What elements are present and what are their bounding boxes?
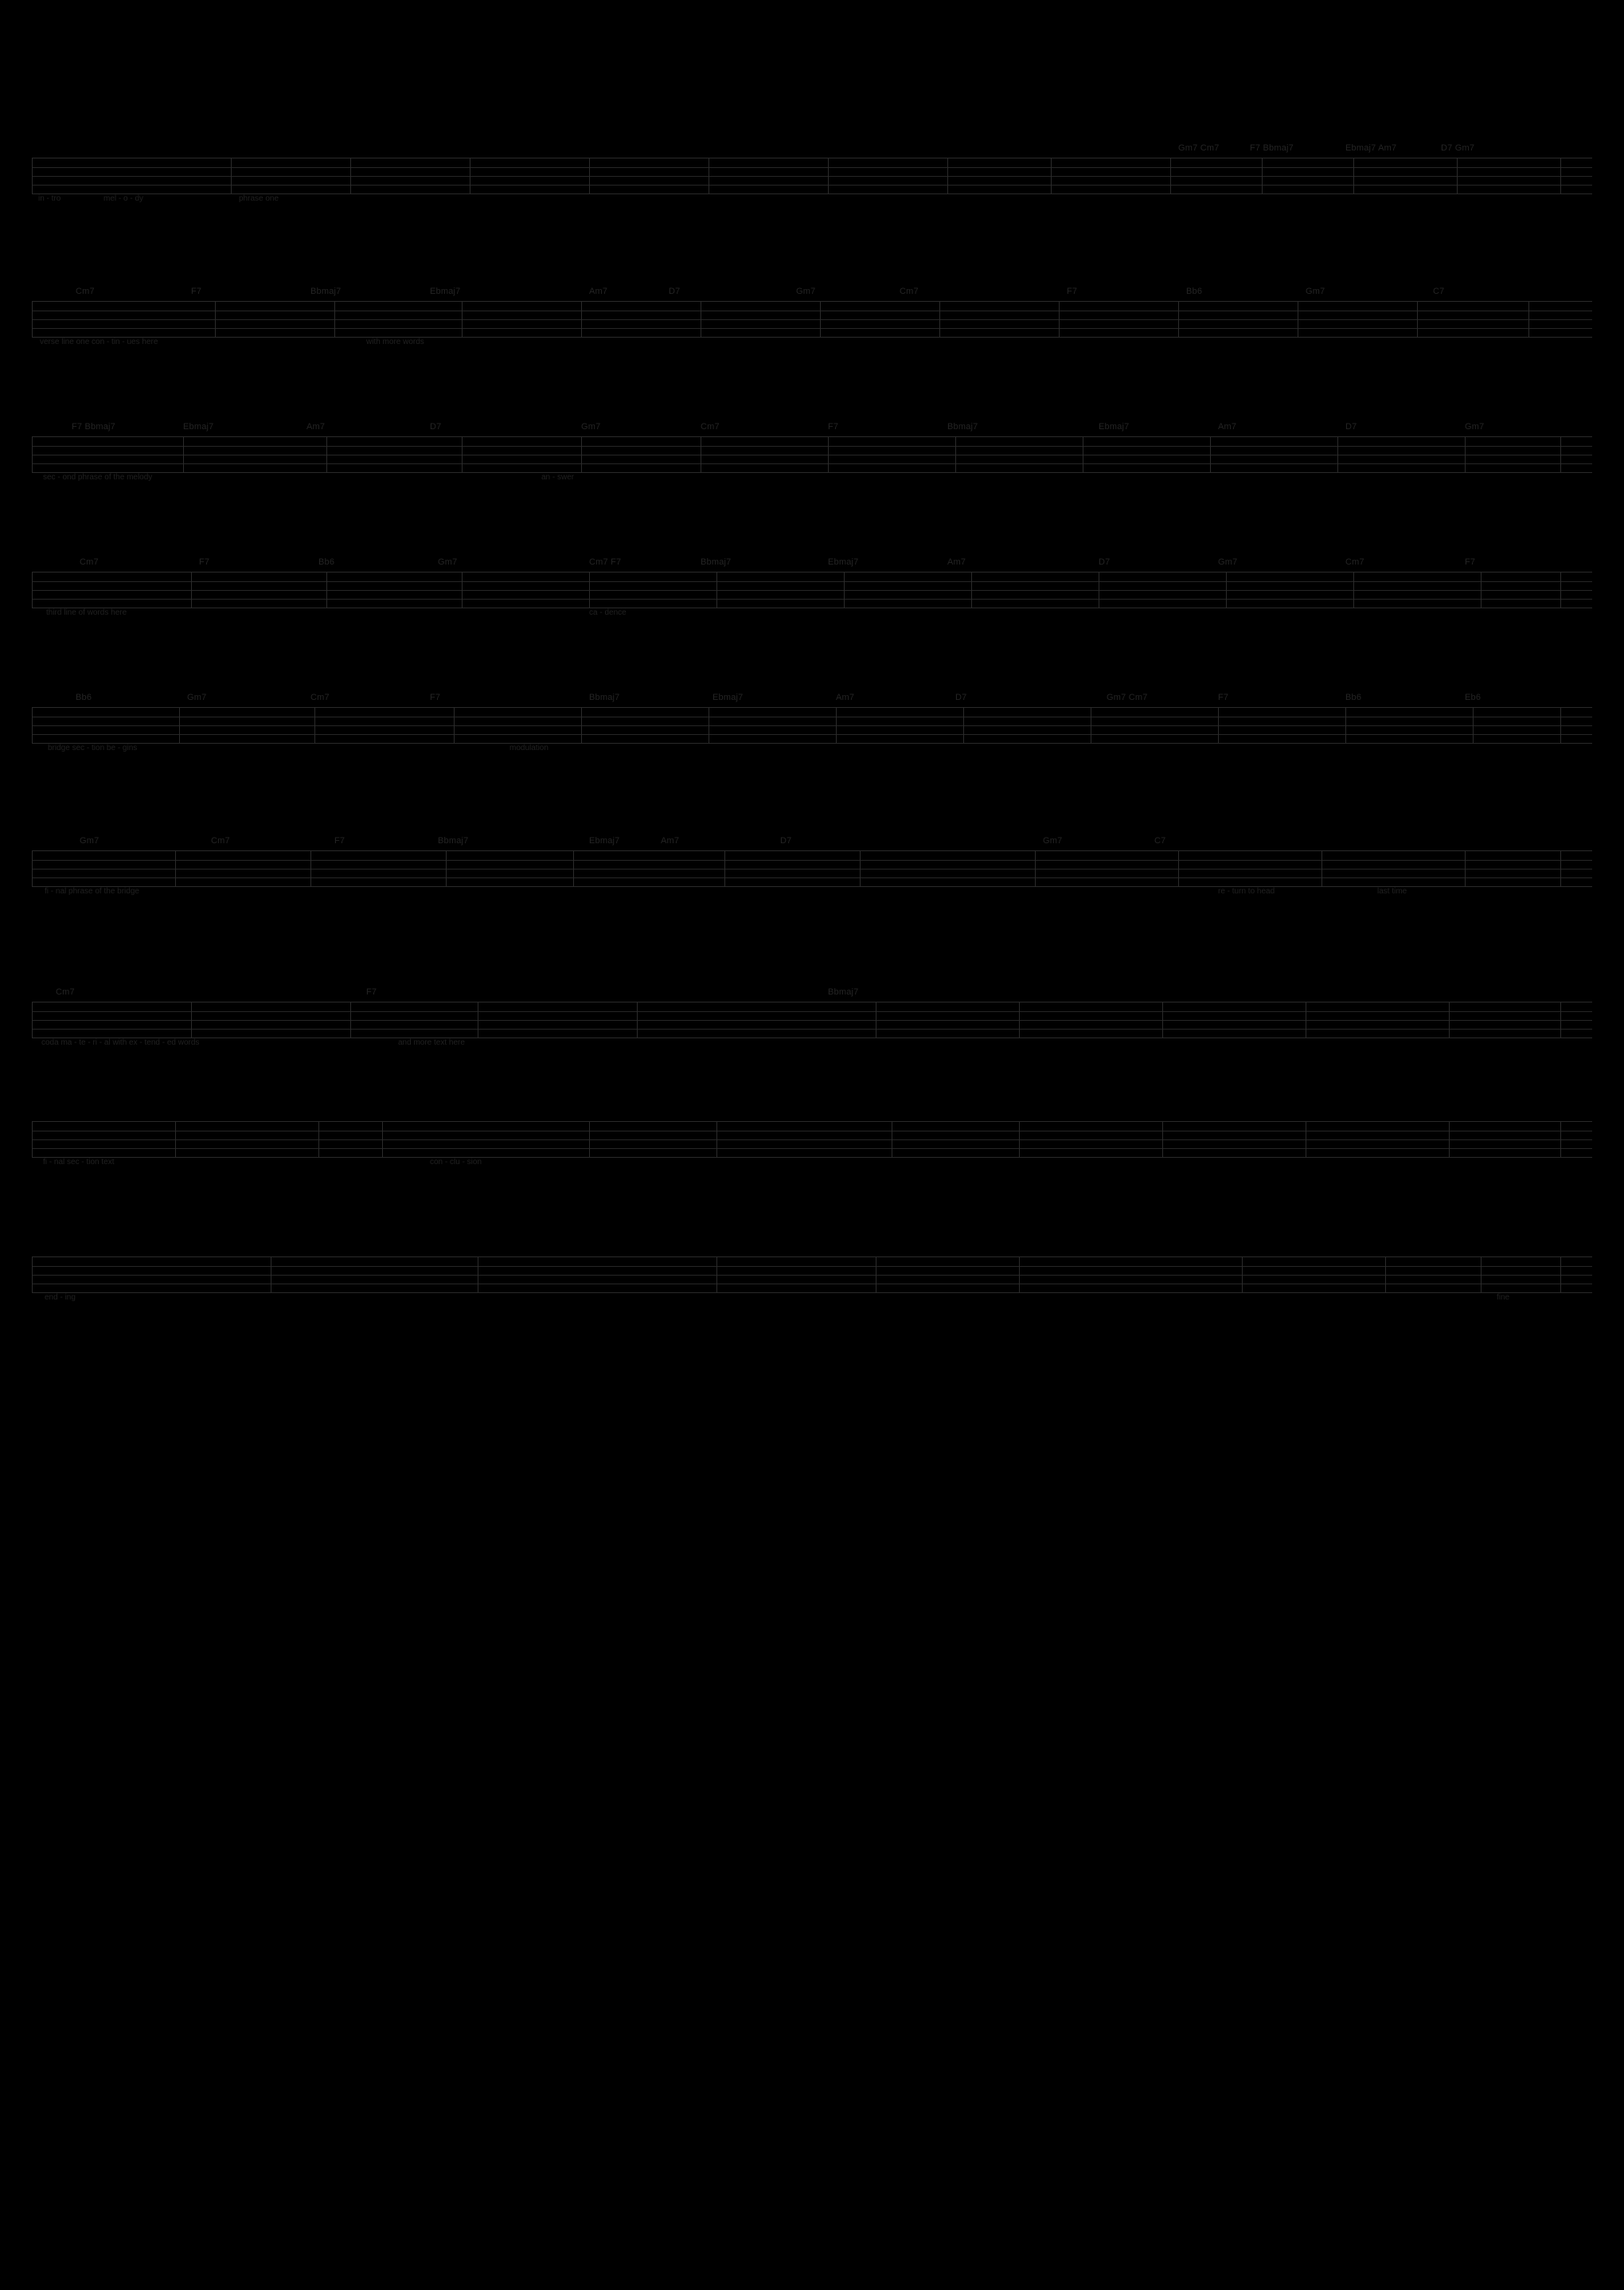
lyric-text: third line of words here bbox=[46, 608, 127, 617]
barline bbox=[1560, 851, 1561, 886]
barline bbox=[1560, 1002, 1561, 1038]
music-system bbox=[32, 1242, 1592, 1306]
barline bbox=[454, 708, 455, 743]
barline bbox=[326, 437, 327, 472]
barline bbox=[1019, 1002, 1020, 1038]
chord-symbol: Ebmaj7 bbox=[183, 422, 214, 432]
chord-symbol: Bbmaj7 bbox=[589, 693, 620, 702]
chord-symbol: Gm7 bbox=[80, 836, 100, 846]
chord-symbol: F7 bbox=[199, 557, 210, 567]
barline bbox=[1560, 1122, 1561, 1157]
chord-symbol: D7 Gm7 bbox=[1441, 143, 1475, 153]
staff bbox=[32, 1002, 1592, 1038]
chord-symbol: Bbmaj7 bbox=[828, 987, 859, 997]
staff-line bbox=[32, 599, 1592, 600]
barline bbox=[462, 437, 463, 472]
lyric-row bbox=[32, 1293, 1592, 1306]
lyric-text: in - tro bbox=[38, 194, 61, 203]
staff bbox=[32, 707, 1592, 744]
barline bbox=[1560, 572, 1561, 608]
barline bbox=[1481, 572, 1482, 608]
barline bbox=[947, 158, 948, 193]
chord-symbol: Bbmaj7 bbox=[438, 836, 469, 846]
chord-symbol: Gm7 Cm7 bbox=[1178, 143, 1220, 153]
barline bbox=[32, 1122, 33, 1157]
barline bbox=[1162, 1122, 1163, 1157]
chord-symbol: Cm7 bbox=[211, 836, 230, 846]
barline bbox=[32, 1002, 33, 1038]
barline bbox=[32, 572, 33, 608]
barline bbox=[1059, 302, 1060, 337]
barline bbox=[1019, 1122, 1020, 1157]
barline bbox=[939, 302, 940, 337]
staff-line bbox=[32, 176, 1592, 177]
lyric-text: fine bbox=[1497, 1293, 1510, 1302]
chord-symbol: C7 bbox=[1433, 287, 1445, 296]
barline bbox=[1417, 302, 1418, 337]
staff-line bbox=[32, 734, 1592, 735]
staff-line bbox=[32, 319, 1592, 320]
chord-symbol: Bbmaj7 bbox=[701, 557, 732, 567]
barline bbox=[955, 437, 956, 472]
barline bbox=[1465, 851, 1466, 886]
barline bbox=[314, 708, 315, 743]
barline bbox=[32, 851, 33, 886]
barline bbox=[1560, 437, 1561, 472]
chord-symbol: Bb6 bbox=[1186, 287, 1203, 296]
chord-symbol: Cm7 bbox=[1345, 557, 1364, 567]
chord-symbol: Ebmaj7 bbox=[828, 557, 859, 567]
chord-symbol: Ebmaj7 bbox=[1099, 422, 1130, 432]
lyric-row bbox=[32, 1038, 1592, 1051]
chord-symbol: Gm7 bbox=[1218, 557, 1238, 567]
chord-symbol: Bbmaj7 bbox=[310, 287, 342, 296]
music-system bbox=[32, 836, 1592, 900]
chord-symbol: Bb6 bbox=[318, 557, 335, 567]
barline bbox=[318, 1122, 319, 1157]
chord-symbol: D7 bbox=[1099, 557, 1111, 567]
barline bbox=[724, 851, 725, 886]
lyric-text: verse line one con - tin - ues here bbox=[40, 338, 158, 346]
barline bbox=[589, 1122, 590, 1157]
chord-symbol-row bbox=[32, 143, 1592, 158]
chord-symbol-row bbox=[32, 287, 1592, 301]
barline bbox=[1321, 851, 1322, 886]
chord-symbol: Gm7 bbox=[796, 287, 816, 296]
chord-symbol: Am7 bbox=[836, 693, 855, 702]
chord-symbol: F7 bbox=[366, 987, 377, 997]
lyric-row bbox=[32, 744, 1592, 756]
chord-symbol: D7 bbox=[1345, 422, 1357, 432]
chord-symbol: Am7 bbox=[589, 287, 608, 296]
staff-line bbox=[32, 1011, 1592, 1012]
barline bbox=[350, 1002, 351, 1038]
barline bbox=[175, 1122, 176, 1157]
lyric-row bbox=[32, 338, 1592, 350]
staff bbox=[32, 572, 1592, 608]
barline bbox=[1051, 158, 1052, 193]
chord-symbol: Gm7 bbox=[1306, 287, 1325, 296]
lyric-text: sec - ond phrase of the melody bbox=[43, 473, 153, 482]
music-system bbox=[32, 987, 1592, 1051]
barline bbox=[1226, 572, 1227, 608]
lyric-text: last time bbox=[1377, 887, 1407, 896]
barline bbox=[716, 572, 717, 608]
music-system bbox=[32, 557, 1592, 621]
chord-symbol: Gm7 bbox=[187, 693, 207, 702]
barline bbox=[573, 851, 574, 886]
barline bbox=[1242, 1257, 1243, 1292]
barline bbox=[446, 851, 447, 886]
barline bbox=[462, 572, 463, 608]
staff bbox=[32, 301, 1592, 338]
chord-symbol: Gm7 bbox=[438, 557, 458, 567]
barline bbox=[589, 572, 590, 608]
chord-symbol: F7 bbox=[1067, 287, 1078, 296]
staff-line bbox=[32, 877, 1592, 878]
chord-symbol: Cm7 bbox=[56, 987, 75, 997]
barline bbox=[1337, 437, 1338, 472]
barline bbox=[191, 1002, 192, 1038]
barline bbox=[828, 158, 829, 193]
barline bbox=[310, 851, 311, 886]
barline bbox=[183, 437, 184, 472]
chord-symbol: Gm7 bbox=[581, 422, 601, 432]
lyric-row bbox=[32, 1158, 1592, 1170]
chord-symbol: Am7 bbox=[306, 422, 326, 432]
chord-symbol: Cm7 bbox=[80, 557, 99, 567]
chord-symbol: Ebmaj7 bbox=[430, 287, 461, 296]
staff bbox=[32, 436, 1592, 473]
barline bbox=[1528, 302, 1529, 337]
barline bbox=[844, 572, 845, 608]
barline bbox=[1457, 158, 1458, 193]
staff-line bbox=[32, 725, 1592, 726]
staff-line bbox=[32, 590, 1592, 591]
barline bbox=[1019, 1257, 1020, 1292]
chord-symbol-row bbox=[32, 693, 1592, 707]
chord-symbol-row bbox=[32, 422, 1592, 436]
chord-symbol: Ebmaj7 Am7 bbox=[1345, 143, 1397, 153]
barline bbox=[581, 708, 582, 743]
barline bbox=[1170, 158, 1171, 193]
staff bbox=[32, 158, 1592, 194]
lyric-text: mel - o - dy bbox=[103, 194, 144, 203]
staff-line bbox=[32, 446, 1592, 447]
chord-symbol: Ebmaj7 bbox=[589, 836, 620, 846]
barline bbox=[1162, 1002, 1163, 1038]
lyric-text: ca - dence bbox=[589, 608, 627, 617]
chord-symbol: D7 bbox=[955, 693, 967, 702]
barline bbox=[350, 158, 351, 193]
music-system bbox=[32, 422, 1592, 486]
barline bbox=[1481, 1257, 1482, 1292]
lyric-text: and more text here bbox=[398, 1038, 465, 1047]
lyric-text: bridge sec - tion be - gins bbox=[48, 744, 138, 752]
chord-symbol: Cm7 F7 bbox=[589, 557, 622, 567]
barline bbox=[1262, 158, 1263, 193]
staff-line bbox=[32, 328, 1592, 329]
chord-symbol: F7 bbox=[191, 287, 202, 296]
barline bbox=[581, 437, 582, 472]
staff bbox=[32, 850, 1592, 887]
barline bbox=[1385, 1257, 1386, 1292]
chord-symbol-row bbox=[32, 557, 1592, 572]
chord-symbol: F7 bbox=[1218, 693, 1229, 702]
chord-symbol: Gm7 bbox=[1465, 422, 1485, 432]
barline bbox=[462, 302, 463, 337]
barline bbox=[1449, 1122, 1450, 1157]
chord-symbol: F7 bbox=[828, 422, 839, 432]
staff-line bbox=[32, 581, 1592, 582]
music-system bbox=[32, 1107, 1592, 1170]
barline bbox=[971, 572, 972, 608]
barline bbox=[836, 708, 837, 743]
barline bbox=[1218, 708, 1219, 743]
barline bbox=[32, 158, 33, 193]
barline bbox=[828, 437, 829, 472]
staff-line bbox=[32, 1148, 1592, 1149]
barline bbox=[1035, 851, 1036, 886]
lyric-text: modulation bbox=[509, 744, 548, 752]
barline bbox=[1178, 302, 1179, 337]
chord-symbol: F7 bbox=[1465, 557, 1476, 567]
barline bbox=[716, 1122, 717, 1157]
barline bbox=[1473, 708, 1474, 743]
lyric-text: phrase one bbox=[239, 194, 279, 203]
staff-line bbox=[32, 167, 1592, 168]
barline bbox=[820, 302, 821, 337]
lyric-text: with more words bbox=[366, 338, 424, 346]
lyric-text: con - clu - sion bbox=[430, 1158, 482, 1166]
lyric-text: fi - nal phrase of the bridge bbox=[45, 887, 139, 896]
chord-symbol: Bbmaj7 bbox=[947, 422, 978, 432]
chord-symbol: C7 bbox=[1154, 836, 1166, 846]
barline bbox=[1210, 437, 1211, 472]
barline bbox=[32, 302, 33, 337]
barline bbox=[637, 1002, 638, 1038]
staff-line bbox=[32, 463, 1592, 464]
barline bbox=[215, 302, 216, 337]
chord-symbol-row bbox=[32, 836, 1592, 850]
chord-symbol: Am7 bbox=[1218, 422, 1237, 432]
chord-symbol: Gm7 bbox=[1043, 836, 1063, 846]
chord-symbol: D7 bbox=[669, 287, 681, 296]
music-system bbox=[32, 287, 1592, 350]
chord-symbol: D7 bbox=[780, 836, 792, 846]
barline bbox=[179, 708, 180, 743]
chord-symbol: Am7 bbox=[947, 557, 966, 567]
staff-line bbox=[32, 1266, 1592, 1267]
chord-symbol: Eb6 bbox=[1465, 693, 1482, 702]
lyric-text: re - turn to head bbox=[1218, 887, 1275, 896]
chord-symbol: Cm7 bbox=[310, 693, 330, 702]
chord-symbol: F7 Bbmaj7 bbox=[72, 422, 115, 432]
chord-symbol: Bb6 bbox=[1345, 693, 1362, 702]
lyric-text: fi - nal sec - tion text bbox=[43, 1158, 115, 1166]
chord-symbol-row bbox=[32, 987, 1592, 1002]
chord-symbol: Cm7 bbox=[701, 422, 720, 432]
staff-line bbox=[32, 1139, 1592, 1140]
lyric-row bbox=[32, 608, 1592, 621]
chord-symbol: F7 Bbmaj7 bbox=[1250, 143, 1294, 153]
chord-symbol-row bbox=[32, 1242, 1592, 1256]
chord-symbol: Ebmaj7 bbox=[712, 693, 744, 702]
barline bbox=[1345, 708, 1346, 743]
barline bbox=[589, 158, 590, 193]
barline bbox=[326, 572, 327, 608]
staff bbox=[32, 1256, 1592, 1293]
lyric-text: coda ma - te - ri - al with ex - tend - ed words bbox=[41, 1038, 200, 1047]
barline bbox=[175, 851, 176, 886]
barline bbox=[382, 1122, 383, 1157]
barline bbox=[1560, 158, 1561, 193]
barline bbox=[32, 708, 33, 743]
lyric-row bbox=[32, 194, 1592, 207]
lyric-text: an - swer bbox=[541, 473, 575, 482]
staff-line bbox=[32, 860, 1592, 861]
barline bbox=[334, 302, 335, 337]
staff-line bbox=[32, 1020, 1592, 1021]
lyric-row bbox=[32, 887, 1592, 900]
barline bbox=[581, 302, 582, 337]
chord-symbol-row bbox=[32, 1107, 1592, 1121]
barline bbox=[1353, 158, 1354, 193]
staff-line bbox=[32, 185, 1592, 186]
barline bbox=[1178, 851, 1179, 886]
staff bbox=[32, 1121, 1592, 1158]
staff-line bbox=[32, 1275, 1592, 1276]
barline bbox=[1465, 437, 1466, 472]
chord-symbol: Am7 bbox=[661, 836, 680, 846]
chord-symbol: Cm7 bbox=[900, 287, 919, 296]
chord-symbol: F7 bbox=[334, 836, 345, 846]
barline bbox=[1449, 1002, 1450, 1038]
barline bbox=[1353, 572, 1354, 608]
music-system bbox=[32, 143, 1592, 207]
barline bbox=[860, 851, 861, 886]
barline bbox=[963, 708, 964, 743]
chord-symbol: Cm7 bbox=[76, 287, 95, 296]
music-system bbox=[32, 693, 1592, 756]
barline bbox=[1560, 1257, 1561, 1292]
chord-symbol: Gm7 Cm7 bbox=[1107, 693, 1148, 702]
staff-line bbox=[32, 1029, 1592, 1030]
barline bbox=[231, 158, 232, 193]
barline bbox=[191, 572, 192, 608]
barline bbox=[32, 437, 33, 472]
lyric-text: end - ing bbox=[45, 1293, 76, 1302]
barline bbox=[1560, 708, 1561, 743]
lyric-row bbox=[32, 473, 1592, 486]
barline bbox=[716, 1257, 717, 1292]
barline bbox=[32, 1257, 33, 1292]
chord-symbol: D7 bbox=[430, 422, 442, 432]
chord-symbol: F7 bbox=[430, 693, 441, 702]
chord-symbol: Bb6 bbox=[76, 693, 92, 702]
